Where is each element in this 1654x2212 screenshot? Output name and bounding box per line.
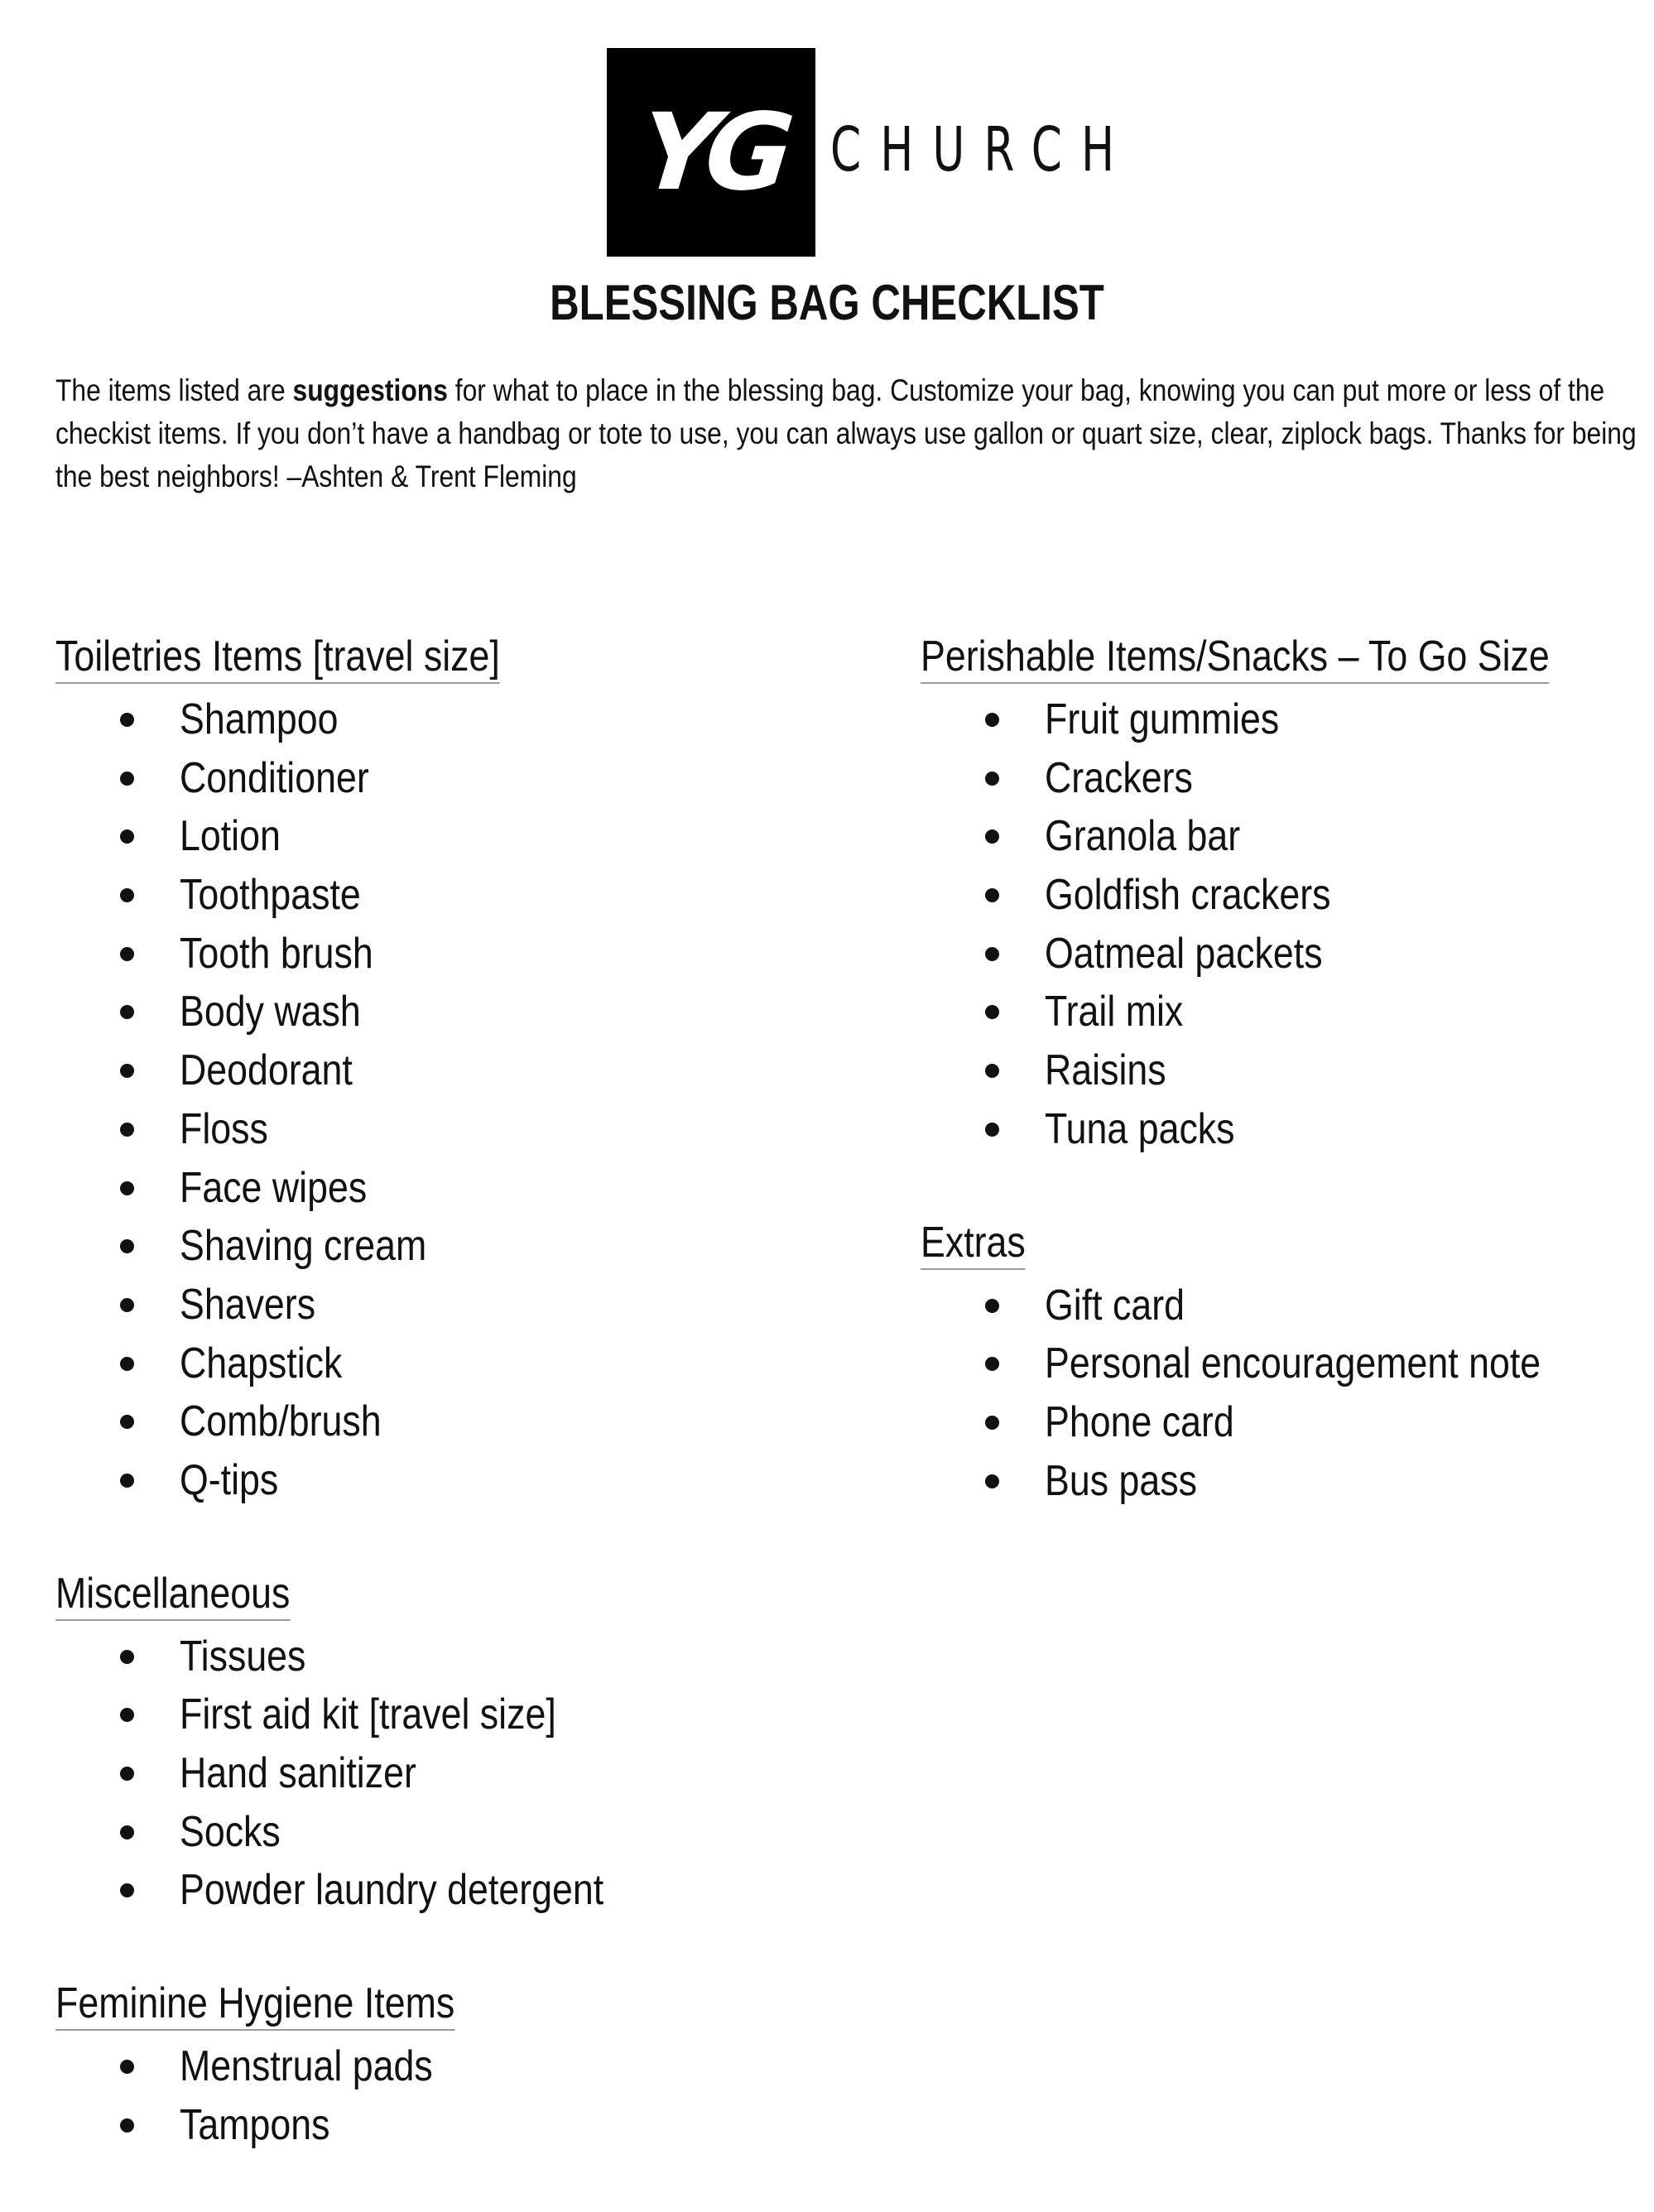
list-item [55, 690, 673, 749]
bullet-icon [120, 1474, 134, 1488]
list-item [921, 1393, 1652, 1452]
intro-text-start: The items listed are [55, 373, 293, 407]
list-item [55, 1159, 673, 1218]
bullet-icon [120, 1239, 134, 1253]
section-miscellaneous [55, 1568, 673, 1920]
section-perishables [921, 631, 1652, 1159]
miscellaneous-list [55, 1628, 673, 1920]
list-item-label: Comb/brush [180, 1397, 382, 1446]
church-logo [607, 48, 1134, 257]
list-item [55, 1803, 673, 1862]
list-item-label: Trail mix [1045, 988, 1184, 1036]
bullet-icon [120, 1767, 134, 1781]
list-item [55, 807, 673, 866]
bullet-icon [120, 1825, 134, 1839]
list-item [55, 1100, 673, 1159]
list-item-label: Goldfish crackers [1045, 871, 1331, 920]
right-column [921, 631, 1652, 1568]
bullet-icon [120, 2060, 134, 2074]
bullet-icon [120, 947, 134, 961]
list-item [55, 749, 673, 808]
bullet-icon [985, 1064, 999, 1078]
list-item [921, 690, 1652, 749]
left-column [55, 631, 673, 2212]
intro-paragraph [55, 369, 1637, 498]
list-item-label: Body wash [180, 988, 361, 1036]
bullet-icon [120, 2118, 134, 2133]
list-item [921, 1041, 1652, 1100]
list-item [55, 2096, 673, 2155]
list-item-label: Chapstick [180, 1339, 343, 1387]
list-item-label: Hand sanitizer [180, 1749, 416, 1797]
list-item [55, 1041, 673, 1100]
list-item-label: Personal encouragement note [1045, 1339, 1541, 1388]
bullet-icon [985, 1123, 999, 1137]
section-heading-perishables: Perishable Items/Snacks – To Go Size [921, 631, 1550, 684]
list-item-label: Q-tips [180, 1455, 279, 1504]
list-item-label: Granola bar [1045, 812, 1241, 861]
bullet-icon [985, 1474, 999, 1488]
list-item [55, 1744, 673, 1803]
list-item-label: Menstrual pads [180, 2042, 433, 2091]
list-item-label: Shaving cream [180, 1222, 427, 1271]
section-heading-miscellaneous: Miscellaneous [55, 1568, 290, 1621]
list-item [55, 1861, 673, 1920]
page-title: BLESSING BAG CHECKLIST [550, 275, 1104, 330]
bullet-icon [120, 713, 134, 727]
bullet-icon [120, 888, 134, 902]
bullet-icon [120, 1883, 134, 1897]
list-item-label: Face wipes [180, 1163, 368, 1212]
list-item-label: Lotion [180, 812, 281, 861]
list-item [921, 749, 1652, 808]
list-item [55, 925, 673, 983]
list-item-label: Raisins [1045, 1046, 1166, 1095]
list-item [55, 1276, 673, 1334]
bullet-icon [985, 1299, 999, 1313]
list-item [921, 1452, 1652, 1511]
section-heading-extras: Extras [921, 1217, 1026, 1270]
list-item-label: Tooth brush [180, 929, 373, 978]
bullet-icon [985, 888, 999, 902]
bullet-icon [120, 772, 134, 786]
bullet-icon [120, 1708, 134, 1722]
feminine-hygiene-list [55, 2037, 673, 2154]
bullet-icon [985, 1357, 999, 1371]
intro-text-rest: for what to place in the blessing bag. Customize your bag, knowing you can put more or less of the checkist items. If you don’t have a handbag or tote to use, you can always use gallon or quart size, clear, ziplock bags. Thanks for being the best neighbors! –Ashten & Trent Fleming [55, 373, 1637, 493]
bullet-icon [120, 1650, 134, 1664]
list-item [55, 866, 673, 925]
list-item [55, 1392, 673, 1451]
bullet-icon [985, 947, 999, 961]
list-item-label: Crackers [1045, 753, 1193, 802]
list-item-label: Gift card [1045, 1281, 1185, 1330]
section-heading-feminine-hygiene: Feminine Hygiene Items [55, 1978, 454, 2031]
list-item-label: Phone card [1045, 1397, 1234, 1446]
section-extras [921, 1217, 1652, 1511]
bullet-icon [120, 830, 134, 844]
list-item-label: Powder laundry detergent [180, 1866, 604, 1915]
list-item-label: First aid kit [travel size] [180, 1690, 556, 1739]
bullet-icon [120, 1357, 134, 1371]
section-toiletries [55, 631, 673, 1510]
list-item [921, 1100, 1652, 1159]
list-item-label: Fruit gummies [1045, 695, 1280, 743]
list-item-label: Tuna packs [1045, 1104, 1235, 1153]
bullet-icon [120, 1415, 134, 1429]
list-item-label: Deodorant [180, 1046, 353, 1095]
list-item [55, 1451, 673, 1510]
bullet-icon [120, 1298, 134, 1312]
list-item [921, 1334, 1652, 1393]
list-item-label: Shampoo [180, 695, 339, 743]
list-item [55, 1628, 673, 1686]
bullet-icon [120, 1064, 134, 1078]
list-item [55, 1685, 673, 1744]
intro-emphasis: suggestions [292, 373, 448, 407]
list-item [921, 983, 1652, 1041]
list-item-label: Shavers [180, 1280, 316, 1329]
bullet-icon [120, 1181, 134, 1195]
bullet-icon [985, 830, 999, 844]
list-item [921, 807, 1652, 866]
list-item [55, 1334, 673, 1393]
bullet-icon [120, 1123, 134, 1137]
section-heading-toiletries: Toiletries Items [travel size] [55, 631, 500, 684]
logo-mark-box [607, 48, 815, 257]
section-feminine-hygiene [55, 1978, 673, 2154]
list-item [55, 1217, 673, 1276]
list-item-label: Floss [180, 1104, 268, 1153]
list-item [55, 983, 673, 1041]
list-item-label: Tissues [180, 1632, 306, 1681]
list-item-label: Toothpaste [180, 871, 361, 920]
list-item-label: Socks [180, 1807, 281, 1856]
extras-list [921, 1277, 1652, 1511]
logo-wordmark: CHURCH [830, 114, 1134, 185]
list-item-label: Tampons [180, 2100, 330, 2149]
bullet-icon [120, 1005, 134, 1019]
list-item-label: Oatmeal packets [1045, 929, 1323, 978]
list-item-label: Bus pass [1045, 1456, 1197, 1505]
list-item-label: Conditioner [180, 753, 369, 802]
toiletries-list [55, 690, 673, 1510]
bullet-icon [985, 772, 999, 786]
bullet-icon [985, 1005, 999, 1019]
bullet-icon [985, 713, 999, 727]
bullet-icon [985, 1416, 999, 1430]
perishables-list [921, 690, 1652, 1159]
list-item [55, 2037, 673, 2096]
logo-mark-text: YG [634, 90, 788, 214]
list-item [921, 1277, 1652, 1335]
list-item [921, 925, 1652, 983]
list-item [921, 866, 1652, 925]
